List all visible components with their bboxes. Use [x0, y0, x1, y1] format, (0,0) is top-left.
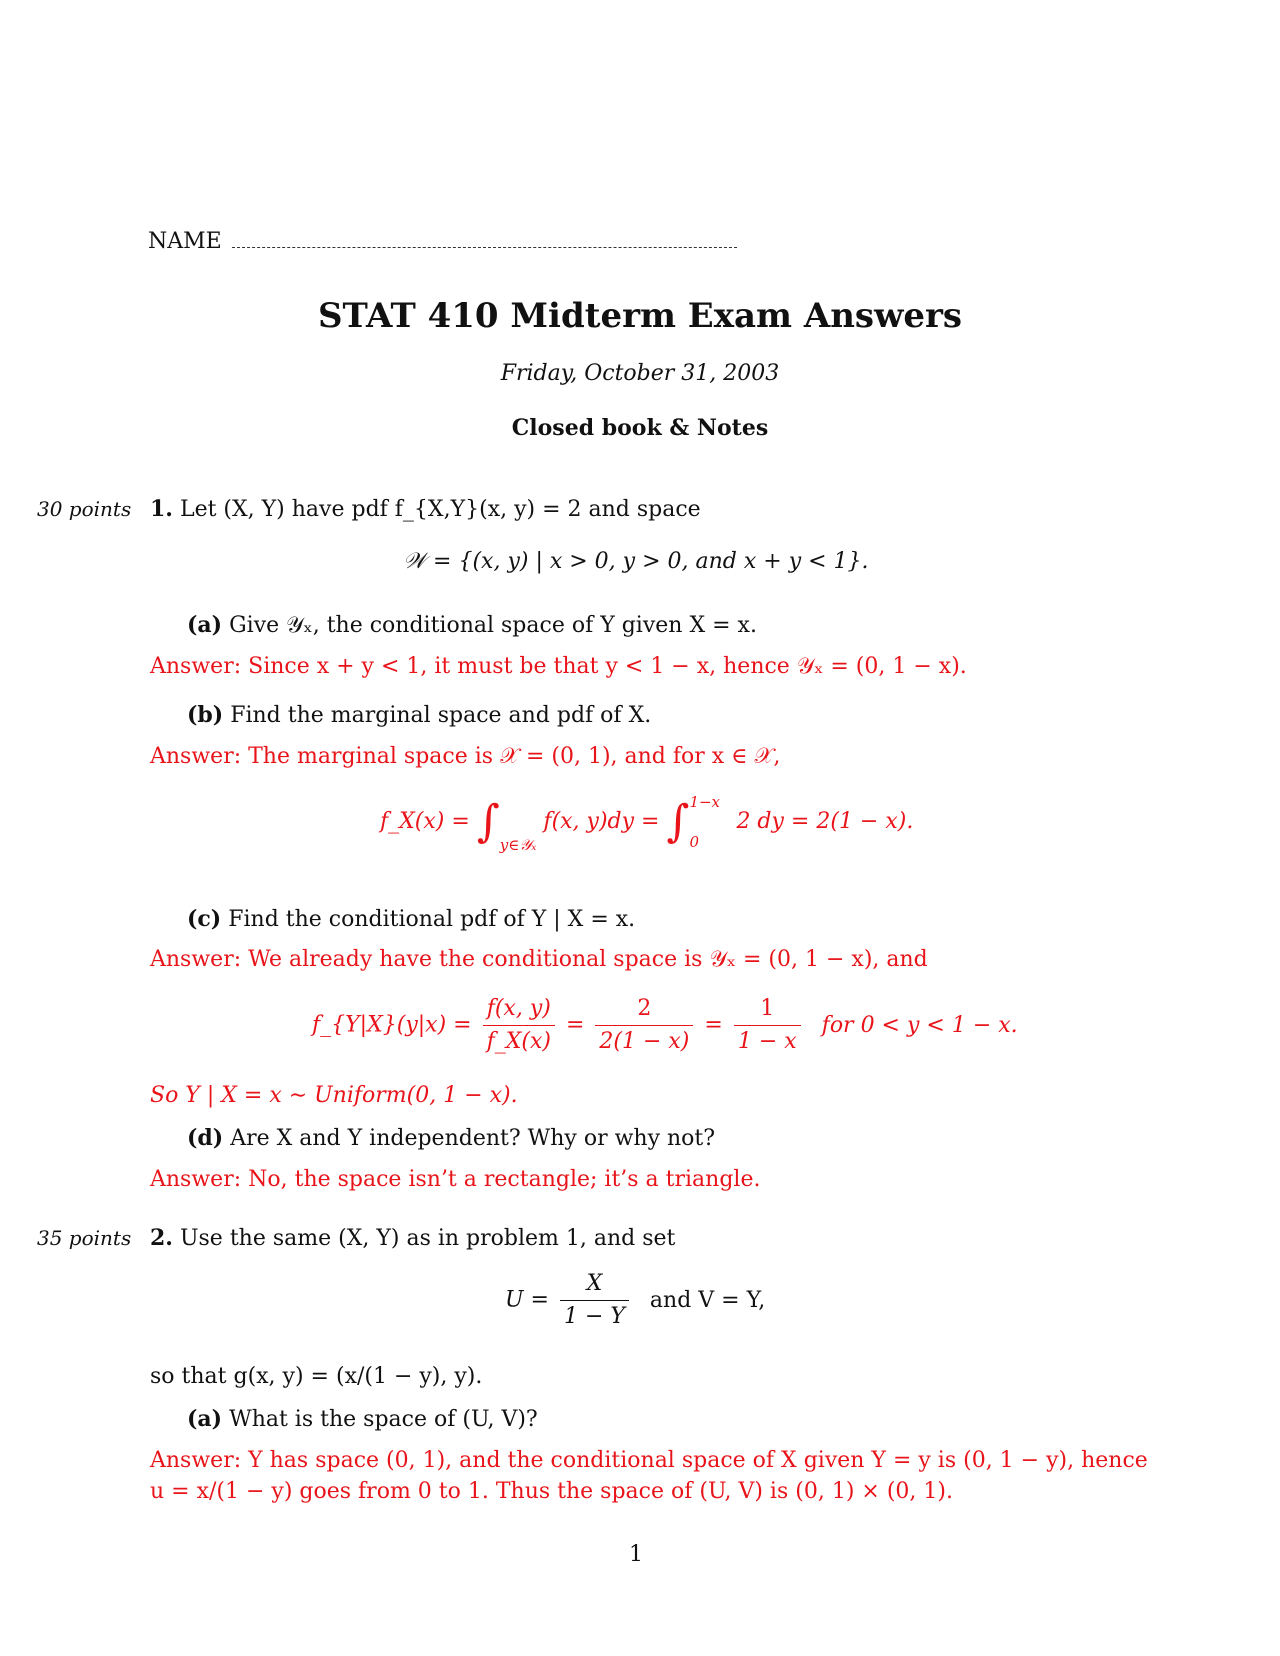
problem1d-question: (d) Are X and Y independent? Why or why not? — [187, 1125, 716, 1151]
problem1b-question: (b) Find the marginal space and pdf of X. — [187, 702, 652, 728]
problem1-statement — [150, 495, 701, 524]
fraction-3: $\frac{1}{1 - x}$ — [734, 995, 801, 1056]
integral-sign-2: ∫ — [666, 796, 690, 847]
page-number: 1 — [629, 1542, 643, 1567]
problem1-space-def: 𝒲 = {(x, y) | x > 0, y > 0, and x + y < 1}. — [403, 549, 869, 574]
problem1-number: 1. — [150, 496, 173, 522]
problem2-equation: U = $\frac{X}{1 - Y}$ and V = Y, — [505, 1271, 766, 1329]
problem1b-answer: Answer: The marginal space is 𝒳 = (0, 1), and for x ∈ 𝒳, — [150, 744, 781, 769]
exam-date: Friday, October 31, 2003 — [500, 361, 780, 386]
problem2-number: 2. — [150, 1225, 173, 1251]
integral-limits: 1−x 0 — [689, 793, 721, 851]
name-label: NAME — [148, 229, 222, 254]
problem2-points: 35 points — [37, 1226, 132, 1250]
problem2-statement — [150, 1224, 675, 1253]
problem2a-question: (a) What is the space of (U, V)? — [187, 1406, 538, 1432]
fraction-1: $\frac{f(x, y)}{f\_X(x)}$ — [483, 995, 555, 1056]
page-title: STAT 410 Midterm Exam Answers — [317, 296, 963, 336]
fraction-u: $\frac{X}{1 - Y}$ — [560, 1270, 629, 1331]
problem1d-answer: Answer: No, the space isn’t a rectangle; it’s a triangle. — [150, 1167, 761, 1192]
exam-subtitle: Closed book & Notes — [511, 415, 769, 441]
problem1a-answer: Answer: Since x + y < 1, it must be that y < 1 − x, hence 𝒴ₓ = (0, 1 − x). — [150, 654, 967, 679]
problem1c-conclusion: So Y | X = x ∼ Uniform(0, 1 − x). — [150, 1083, 518, 1108]
fraction-2: $\frac{2}{2(1 - x)}$ — [595, 995, 693, 1056]
problem1a-question: (a) Give 𝒴ₓ, the conditional space of Y given X = x. — [187, 612, 757, 638]
problem1-points: 30 points — [37, 497, 132, 521]
problem2-so-that: so that g(x, y) = (x/(1 − y), y). — [150, 1364, 483, 1389]
problem1c-question: (c) Find the conditional pdf of Y | X = x. — [187, 906, 636, 932]
problem1c-answer: Answer: We already have the conditional space is 𝒴ₓ = (0, 1 − x), and — [150, 947, 928, 972]
problem1b-equation: f_X(x) = $\int_{y\in 𝒴_x}$ f(x, y)dy = ∫ 1−x 0 2 dy = 2(1 − x). — [380, 793, 914, 854]
problem1-text: Let (X, Y) have pdf f_{X,Y}(x, y) = 2 and space — [179, 497, 701, 522]
problem2a-answer-line1: Answer: Y has space (0, 1), and the conditional space of X given Y = y is (0, 1 − y), hence — [150, 1448, 1148, 1473]
problem1c-equation: f_{Y|X}(y|x) = $\frac{f(x, y)}{f\_X(x)}$ = $\frac{2}{2(1 - x)}$ = $\frac{1}{1 - x}$ for 0 < y < 1 − x. — [312, 996, 1018, 1054]
integral-sign: ∫ — [476, 796, 500, 847]
name-line — [232, 247, 737, 248]
problem2-text: Use the same (X, Y) as in problem 1, and set — [179, 1226, 676, 1251]
problem2a-answer-line2: u = x/(1 − y) goes from 0 to 1. Thus the space of (U, V) is (0, 1) × (0, 1). — [150, 1479, 953, 1504]
